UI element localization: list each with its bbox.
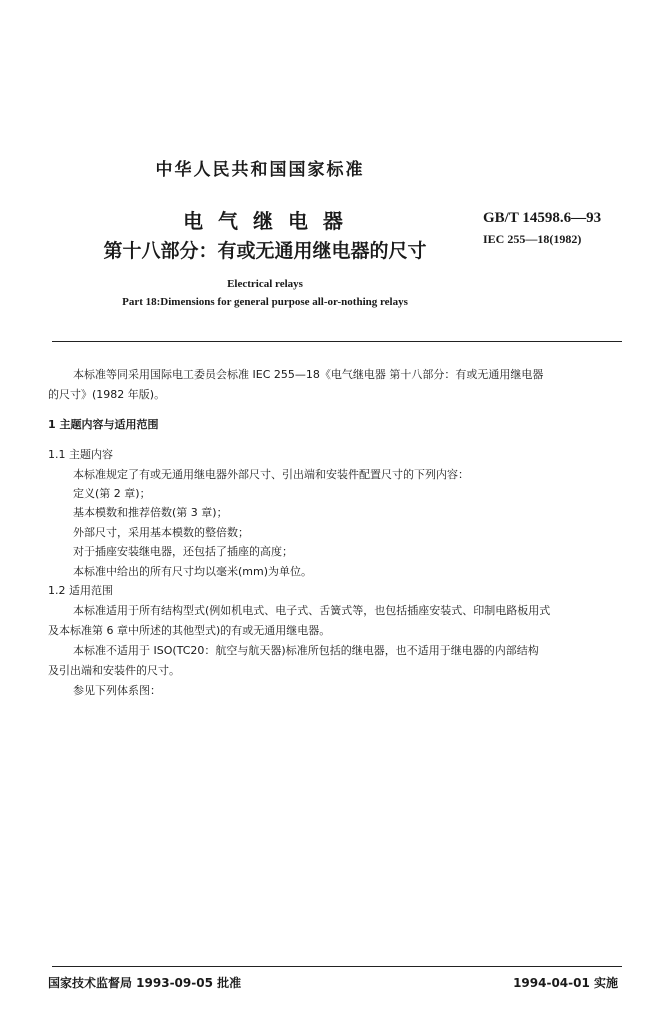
document-subtitle: 第十八部分：有或无通用继电器的尺寸 (103, 240, 427, 262)
intro-paragraph-line: 本标准等同采用国际电工委员会标准 IEC 255—18《电气继电器 第十八部分：有或无通用继电器 (73, 368, 544, 381)
section-1-2-line: 参见下列体系图： (73, 684, 161, 697)
intro-paragraph-line: 的尺寸》(1982 年版)。 (48, 388, 166, 401)
section-1-1-line: 本标准规定了有或无通用继电器外部尺寸、引出端和安装件配置尺寸的下列内容： (73, 468, 469, 481)
header-divider (52, 341, 622, 342)
section-1-2-line: 本标准不适用于 ISO(TC20：航空与航天器)标准所包括的继电器，也不适用于继电器的内部结构 (73, 644, 539, 657)
section-1-1-line: 对于插座安装继电器，还包括了插座的高度； (73, 545, 293, 558)
section-1-2-heading: 1.2 适用范围 (48, 584, 113, 597)
section-1-1-line: 定义(第 2 章)； (73, 487, 151, 500)
gb-standard-code: GB/T 14598.6—93 (483, 210, 602, 226)
section-1-1-heading: 1.1 主题内容 (48, 448, 113, 461)
section-1-2-line: 及引出端和安装件的尺寸。 (48, 664, 180, 677)
document-title: 电 气 继 电 器 (183, 209, 347, 233)
section-1-2-line: 及本标准第 6 章中所述的其他型式)的有或无通用继电器。 (48, 624, 331, 637)
section-1-1-line: 基本模数和推荐倍数(第 3 章)； (73, 506, 228, 519)
footer-divider (52, 966, 622, 967)
english-title: Electrical relays (227, 278, 303, 290)
english-subtitle: Part 18:Dimensions for general purpose all-or-nothing relays (122, 296, 408, 308)
section-1-heading: 1 主题内容与适用范围 (48, 418, 159, 431)
iec-standard-code: IEC 255—18(1982) (483, 232, 582, 246)
national-standard-heading: 中华人民共和国国家标准 (155, 160, 365, 180)
section-1-1-line: 外部尺寸，采用基本模数的整倍数； (73, 526, 249, 539)
approval-date: 国家技术监督局 1993-09-05 批准 (48, 976, 242, 990)
section-1-2-line: 本标准适用于所有结构型式(例如机电式、电子式、舌簧式等，也包括插座安装式、印制电路板用式 (73, 604, 551, 617)
section-1-1-line: 本标准中给出的所有尺寸均以毫米(mm)为单位。 (73, 565, 313, 578)
effective-date: 1994-04-01 实施 (513, 976, 618, 990)
